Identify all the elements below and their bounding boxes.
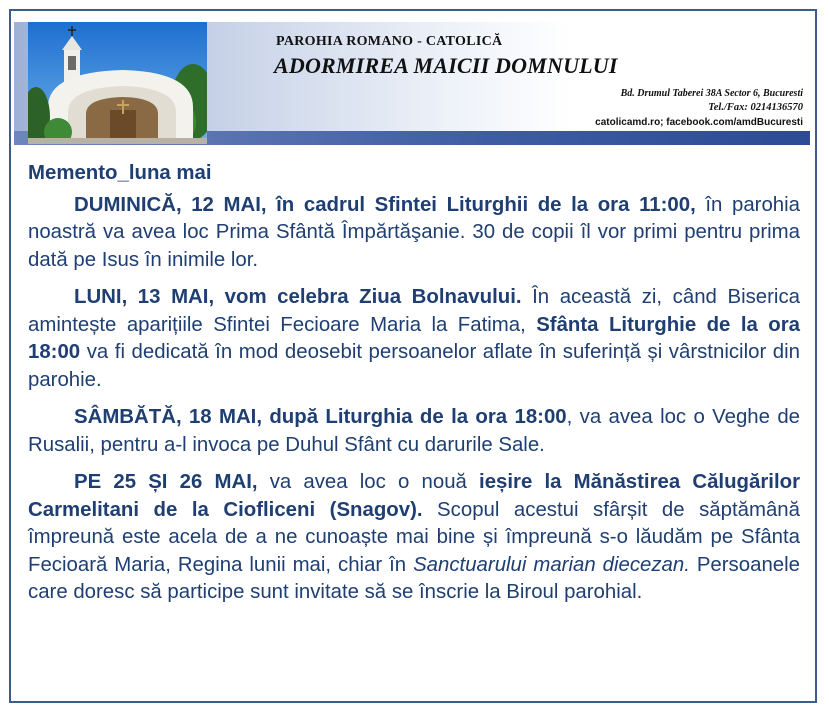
p3-bold: SÂMBĂTĂ, 18 MAI, după Liturghia de la ora 18:00 — [74, 406, 567, 428]
p3-text: , va avea loc o Veghe de Rusalii, pentru a-l invoca pe Duhul Sfânt cu darurile Sale. — [28, 406, 800, 456]
p4-bold: PE 25 ȘI 26 MAI, — [74, 471, 258, 493]
parish-label: PAROHIA ROMANO - CATOLICĂ — [276, 34, 503, 49]
paragraph-pentecost-vigil — [28, 404, 800, 459]
paragraph-monastery-trip — [28, 469, 800, 607]
p4-bold-2: ieșire la Mănăstirea Călugărilor Carmelitani de la Ciofliceni (Snagov). — [28, 471, 801, 521]
web-links: catolicamd.ro; facebook.com/amdBucuresti — [595, 117, 803, 128]
address: Bd. Drumul Taberei 38A Sector 6, Bucuresti — [620, 88, 803, 99]
p2-bold-2: Sfânta Liturghie de la ora 18:00 — [28, 313, 800, 363]
p2-text: În această zi, când Biserica amintește aparițiile Sfintei Fecioare Maria la Fatima, — [28, 286, 800, 336]
church-name: ADORMIREA MAICII DOMNULUI — [274, 53, 618, 78]
p4-text-3: Persoanele care doresc să participe sunt invitate să se înscrie la Biroul parohial. — [28, 553, 800, 603]
p1-text: în parohia noastră va avea loc Prima Sfântă Împărtăşanie. 30 de copii îl vor primi pentru prima dată pe Isus în inimile lor. — [28, 193, 801, 271]
memento-body — [28, 160, 800, 617]
church-photo — [28, 22, 207, 144]
p4-text: va avea loc o nouă — [257, 471, 480, 493]
p4-italic: Sanctuarului marian diecezan. — [413, 553, 690, 576]
paragraph-first-communion — [28, 192, 800, 275]
phone: Tel./Fax: 0214136570 — [708, 102, 803, 113]
p4-text-2: Scopul acestui sfârșit de săptămână împreună este acela de a ne cunoaște mai bine și împreună s-o lăudăm pe Sfânta Fecioară Maria, Regina lunii mai, chiar în — [28, 498, 800, 576]
memento-title: Memento_luna mai — [28, 162, 212, 184]
p2-bold: LUNI, 13 MAI, vom celebra Ziua Bolnavului. — [74, 286, 522, 308]
paragraph-day-of-the-sick — [28, 284, 800, 394]
p2-text-2: va fi dedicată în mod deosebit persoanelor aflate în suferință și vârstnicilor din parohie. — [28, 341, 800, 391]
p1-bold: DUMINICĂ, 12 MAI, în cadrul Sfintei Liturghii de la ora 11:00, — [74, 193, 696, 216]
